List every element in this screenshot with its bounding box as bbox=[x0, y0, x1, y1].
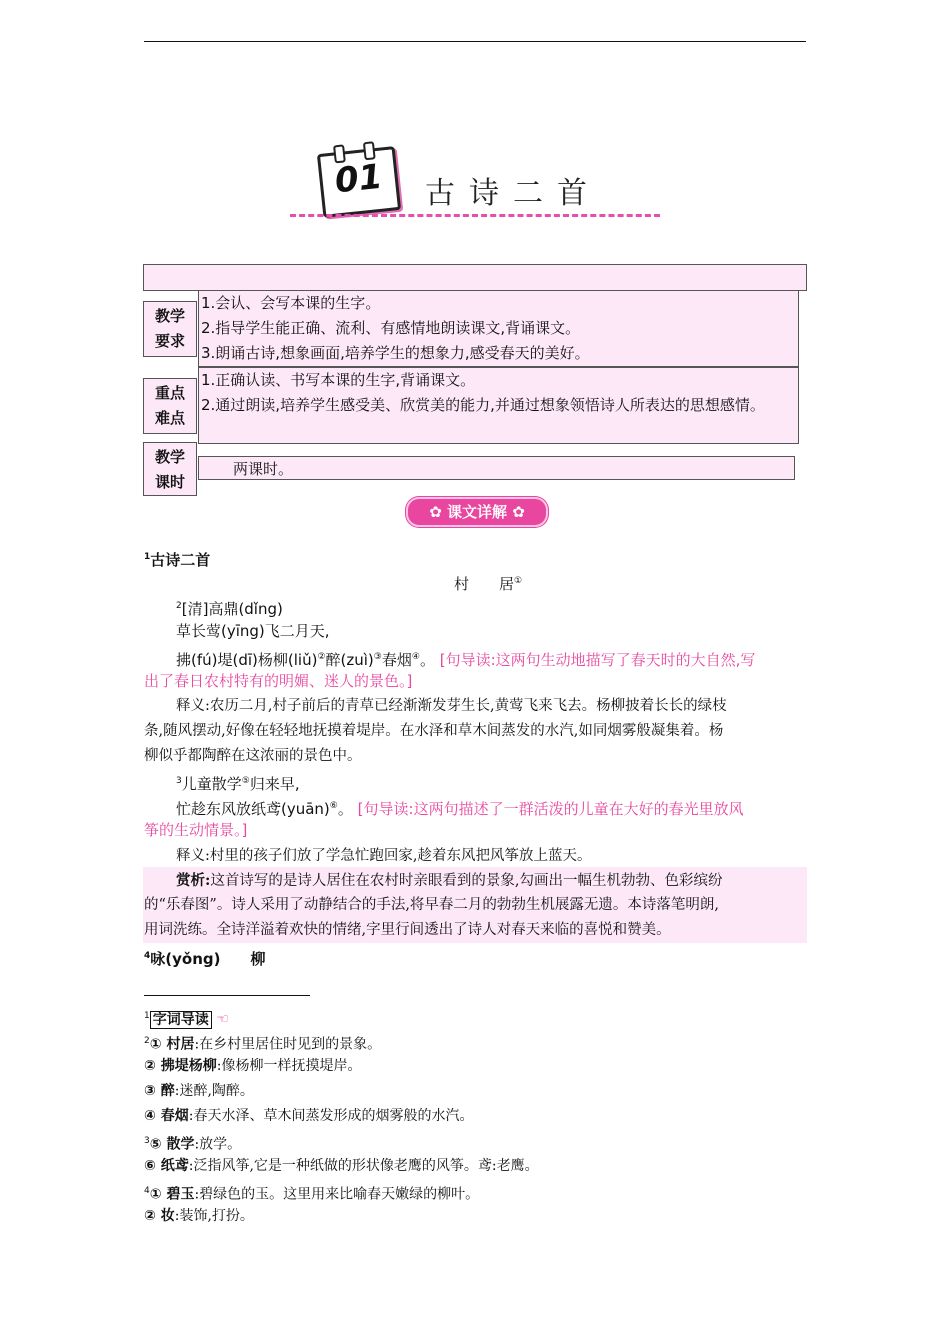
keypoint-line: 1.正确认读、书写本课的生字,背诵课文。 bbox=[201, 371, 476, 389]
header-rule bbox=[144, 41, 806, 42]
footnote-item: ③ 醉:迷醉,陶醉。 bbox=[144, 1083, 254, 1099]
teaching-goals-content bbox=[198, 290, 799, 367]
footnote-rule bbox=[144, 995, 310, 996]
footnote-heading: $^1$ 字词导读 ☜ bbox=[144, 1011, 229, 1028]
explanation-line: 释义:农历二月,村子前后的青草已经渐渐发芽生长,黄莺飞来飞去。杨柳披着长长的绿枝 bbox=[176, 698, 727, 714]
lesson-banner bbox=[290, 136, 662, 226]
text-heading: $^1$古诗二首 bbox=[144, 551, 211, 569]
banner-dashed-rule bbox=[290, 214, 660, 217]
poem-title: 村 居① bbox=[454, 575, 523, 593]
explanation-line: 条,随风摆动,好像在轻轻地抚摸着堤岸。在水泽和草木间蒸发的水汽,如同烟雾般凝集着。杨 bbox=[144, 723, 724, 739]
footnote-item: $^4$① 碧玉:碧绿色的玉。这里用来比喻春天嫩绿的柳叶。 bbox=[144, 1186, 480, 1203]
poem-line-3: $^3$儿童散学⑤归来早, bbox=[176, 775, 300, 793]
footnote-item: $^2$① 村居:在乡村里居住时见到的景象。 bbox=[144, 1036, 382, 1053]
appreciation-line: 的“乐春图”。诗人采用了动静结合的手法,将早春二月的勃勃生机展露无遗。本诗落笔明朗, bbox=[144, 897, 720, 913]
footnote-item: ⑥ 纸鸢:泛指风筝,它是一种纸做的形状像老鹰的风筝。鸢:老鹰。 bbox=[144, 1158, 539, 1174]
poem-line-4: 忙趁东风放纸鸢(yuān)⑥。 [句导读:这两句描述了一群活泼的儿童在大好的春光里放风 bbox=[176, 800, 744, 818]
lesson-title: 古诗二首 bbox=[425, 176, 601, 211]
footnote-item: ② 拂堤杨柳:像杨柳一样抚摸堤岸。 bbox=[144, 1058, 362, 1074]
goal-line: 3.朗诵古诗,想象画面,培养学生的想象力,感受春天的美好。 bbox=[201, 344, 590, 362]
label-teaching-goals: 教学 要求 bbox=[143, 301, 197, 357]
appreciation-line: 用词洗练。全诗洋溢着欢快的情绪,字里行间透出了诗人对春天来临的喜悦和赞美。 bbox=[144, 922, 671, 938]
class-hours-content: 两课时。 bbox=[198, 456, 795, 480]
label-key-points: 重点 难点 bbox=[143, 378, 197, 434]
footnote-item: $^3$⑤ 散学:放学。 bbox=[144, 1136, 242, 1153]
sentence-guide: [句导读:这两句生动地描写了春天时的大自然,写 bbox=[439, 651, 756, 669]
goal-line: 2.指导学生能正确、流利、有感情地朗读课文,背诵课文。 bbox=[201, 319, 581, 337]
poem-author: $^2$[清]高鼎(dǐng) bbox=[176, 600, 283, 618]
table-header-bar bbox=[143, 264, 807, 291]
explanation-line: 释义:村里的孩子们放了学急忙跑回家,趁着东风把风筝放上蓝天。 bbox=[176, 848, 592, 864]
footnote-item: ② 妆:装饰,打扮。 bbox=[144, 1208, 254, 1224]
section-tag: ✿ 课文详解 ✿ bbox=[406, 497, 548, 527]
keypoint-line: 2.通过朗读,培养学生感受美、欣赏美的能力,并通过想象领悟诗人所表达的思想感情。 bbox=[201, 396, 765, 414]
hand-pointer-icon: ☜ bbox=[216, 1011, 229, 1028]
key-points-content bbox=[198, 367, 799, 444]
poem-line-2: 拂(fú)堤(dī)杨柳(liǔ)②醉(zuì)③春烟④。 [句导读:这两句生动地描写了春天时的大自然,写 bbox=[176, 651, 756, 669]
appreciation-line: 赏析:这首诗写的是诗人居住在农村时亲眼看到的景象,勾画出一幅生机勃勃、色彩缤纷 bbox=[176, 872, 723, 889]
footnote-item: ④ 春烟:春天水泽、草木间蒸发形成的烟雾般的水汽。 bbox=[144, 1108, 474, 1124]
lesson-number: 01 bbox=[333, 156, 385, 202]
sentence-guide-cont: 出了春日农村特有的明媚、迷人的景色。] bbox=[144, 672, 413, 690]
poem-line-1: 草长莺(yīng)飞二月天, bbox=[176, 622, 330, 640]
sentence-guide-cont: 筝的生动情景。] bbox=[144, 821, 248, 839]
sentence-guide: [句导读:这两句描述了一群活泼的儿童在大好的春光里放风 bbox=[357, 800, 744, 818]
calendar-icon bbox=[317, 146, 401, 218]
next-poem-title: $^4$咏(yǒng) 柳 bbox=[144, 950, 266, 968]
goal-line: 1.会认、会写本课的生字。 bbox=[201, 294, 381, 312]
label-class-hours: 教学 课时 bbox=[143, 442, 197, 496]
explanation-line: 柳似乎都陶醉在这浓丽的景色中。 bbox=[144, 748, 362, 764]
